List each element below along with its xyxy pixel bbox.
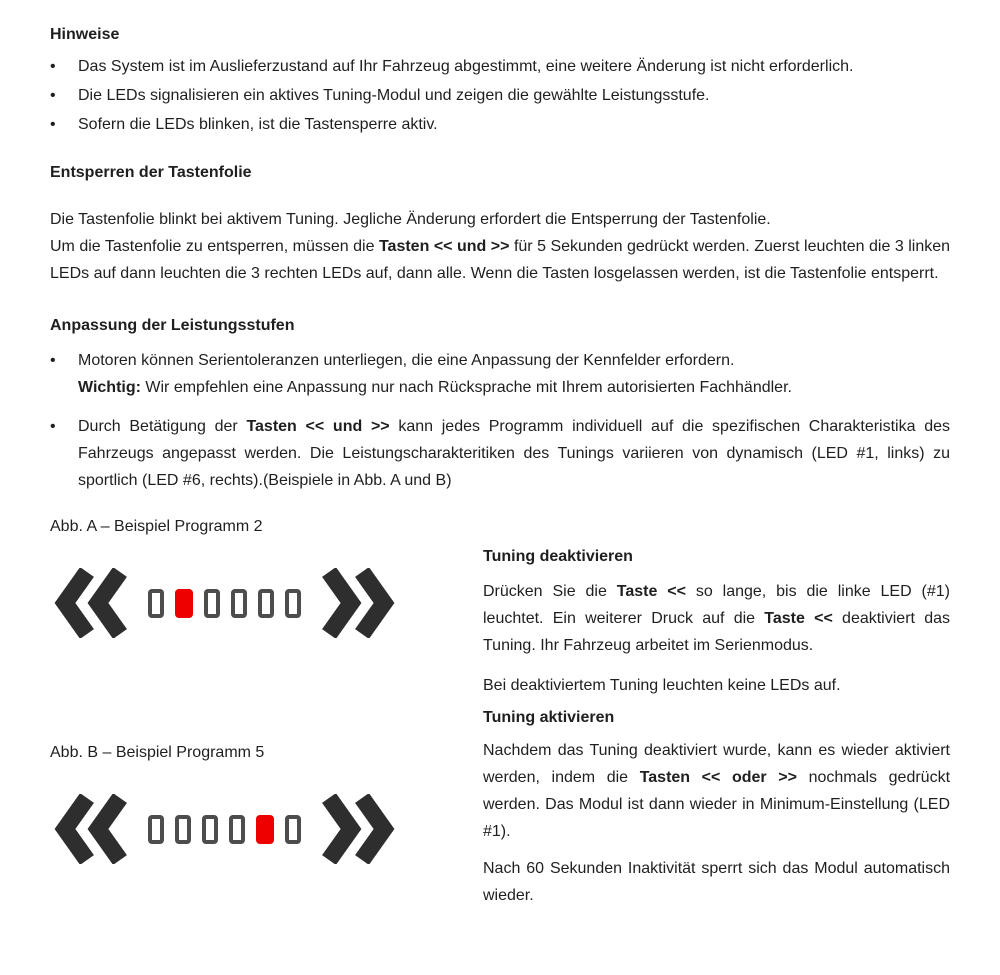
chevron-right-icon <box>313 794 395 864</box>
text-segment: so lange, bis die linke LED (#1) leuchtet. Ein weiterer Druck auf die <box>483 583 951 627</box>
led-off <box>204 589 220 618</box>
bold-keys-label: Tasten << oder >> <box>639 769 797 786</box>
bullet-text <box>78 413 950 494</box>
led-off <box>285 589 301 618</box>
bullet-text: Das System ist im Auslieferzustand auf Ihr Fahrzeug abgestimmt, eine weitere Änderung ist nicht erforderlich. <box>78 58 854 75</box>
bold-key-label: Taste << <box>764 610 833 627</box>
led-off <box>229 815 245 844</box>
led-off <box>231 589 247 618</box>
list-item <box>50 347 950 401</box>
led-active <box>175 589 193 618</box>
text-segment: Nachdem das Tuning deaktiviert wurde, kann es wieder aktiviert werden, indem die <box>483 742 950 786</box>
led-off <box>175 815 191 844</box>
section-heading-hinweise: Hinweise <box>50 26 120 43</box>
bullet-text <box>78 347 950 401</box>
list-item <box>50 54 950 80</box>
hinweise-list <box>50 54 950 138</box>
bullet-text: Sofern die LEDs blinken, ist die Tastensperre aktiv. <box>78 116 438 133</box>
bold-keys-label: Tasten << und >> <box>378 238 510 255</box>
text-segment: Durch Betätigung der <box>78 418 247 435</box>
led-active <box>256 815 274 844</box>
text-segment: Wir empfehlen eine Anpassung nur nach Rücksprache mit Ihrem autorisierten Fachhändler. <box>140 379 792 396</box>
text-segment: deaktiviert das Tuning. Ihr Fahrzeug arbeitet im Serienmodus. <box>483 610 950 654</box>
led-row <box>148 589 301 618</box>
paragraph: Nach 60 Sekunden Inaktivität sperrt sich das Modul automatisch wieder. <box>483 860 950 904</box>
led-row <box>148 815 301 844</box>
led-off <box>202 815 218 844</box>
text-segment: kann jedes Programm individuell auf die spezifischen Charakteristika des Fahrzeugs angepasst werden. Die Leistungscharakteritiken des Tunings variieren von dynamisch (LED #1, links) zu sportlich (LED #6, rechts).(Beispiele in Abb. A und B) <box>78 418 951 489</box>
chevron-left-icon <box>54 568 136 638</box>
text-segment: Motoren können Serientoleranzen unterliegen, die eine Anpassung der Kennfelder erfordern. <box>78 352 735 369</box>
paragraph <box>50 233 950 287</box>
bullet-text: Die LEDs signalisieren ein aktives Tuning-Modul und zeigen die gewählte Leistungsstufe. <box>78 87 710 104</box>
bold-wichtig-label: Wichtig: <box>78 379 141 396</box>
bullet-icon: • <box>50 58 56 75</box>
paragraph <box>483 737 950 845</box>
paragraph <box>483 578 950 659</box>
figure-a-graphic <box>54 568 483 638</box>
text-segment: nochmals gedrückt werden. Das Modul ist dann wieder in Minimum-Einstellung (LED #1). <box>483 769 951 840</box>
figures-and-instructions <box>50 514 950 909</box>
section-heading-aktivieren: Tuning aktivieren <box>483 709 615 726</box>
section-heading-entsperren: Entsperren der Tastenfolie <box>50 164 252 181</box>
led-off <box>148 589 164 618</box>
bullet-icon: • <box>50 418 56 435</box>
chevron-left-icon <box>54 794 136 864</box>
text-segment: Drücken Sie die <box>483 583 617 600</box>
led-off <box>148 815 164 844</box>
section-heading-deaktivieren: Tuning deaktivieren <box>483 548 633 565</box>
list-item <box>50 413 950 494</box>
led-off <box>258 589 274 618</box>
chevron-right-icon <box>313 568 395 638</box>
anpassung-list <box>50 347 950 494</box>
led-off <box>285 815 301 844</box>
paragraph: Die Tastenfolie blinkt bei aktivem Tuning. Jegliche Änderung erfordert die Entsperrung der Tastenfolie. <box>50 211 771 228</box>
figure-b-label: Abb. B – Beispiel Programm 5 <box>50 744 265 761</box>
paragraph: Bei deaktiviertem Tuning leuchten keine LEDs auf. <box>483 677 841 694</box>
text-segment: Um die Tastenfolie zu entsperren, müssen die <box>50 238 379 255</box>
list-item <box>50 83 950 109</box>
bullet-icon: • <box>50 352 56 369</box>
list-item <box>50 112 950 138</box>
figure-b-graphic <box>54 794 483 864</box>
bold-key-label: Taste << <box>616 583 686 600</box>
figures-column <box>50 514 483 909</box>
bullet-icon: • <box>50 87 56 104</box>
text-segment: für 5 Sekunden gedrückt werden. Zuerst leuchten die 3 linken LEDs auf dann leuchten die 3 rechten LEDs auf, dann alle. Wenn die Tasten losgelassen werden, ist die Tastenfolie entsperrt. <box>50 238 951 282</box>
instructions-column <box>483 514 950 909</box>
bullet-icon: • <box>50 116 56 133</box>
figure-a-label: Abb. A – Beispiel Programm 2 <box>50 518 263 535</box>
section-heading-anpassung: Anpassung der Leistungsstufen <box>50 317 295 334</box>
bold-keys-label: Tasten << und >> <box>246 418 390 435</box>
